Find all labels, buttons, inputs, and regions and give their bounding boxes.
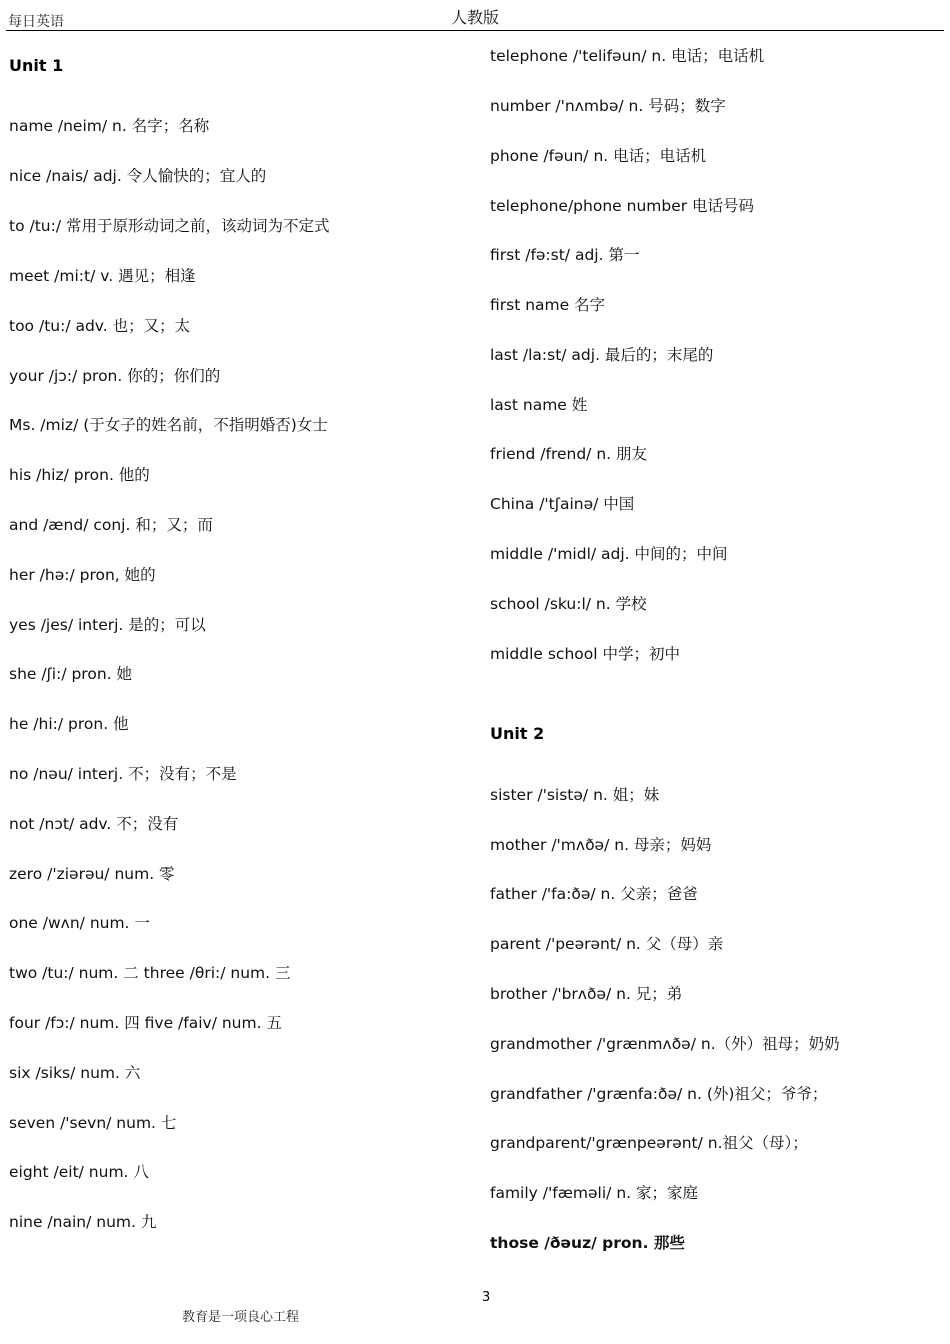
- vocab-entry: middle school 中学；初中: [490, 645, 680, 663]
- unit-1-title: Unit 1: [9, 56, 64, 75]
- vocab-entry: and /ænd/ conj. 和；又；而: [9, 516, 213, 534]
- vocab-entry: last /la:st/ adj. 最后的；末尾的: [490, 346, 714, 364]
- vocab-entry: she /ʃi:/ pron. 她: [9, 665, 133, 683]
- footer-text: 教育是一项良心工程: [182, 1310, 300, 1325]
- vocab-entry: those /ðəuz/ pron. 那些: [490, 1234, 685, 1252]
- vocab-entry: Ms. /miz/ (于女子的姓名前，不指明婚否)女士: [9, 416, 328, 434]
- header-left-text: 每日英语: [8, 14, 64, 30]
- vocab-entry: six /siks/ num. 六: [9, 1064, 141, 1082]
- vocab-entry: telephone /'telifəun/ n. 电话；电话机: [490, 47, 765, 65]
- vocab-entry: too /tu:/ adv. 也；又；太: [9, 317, 191, 335]
- vocab-entry: first name 名字: [490, 296, 606, 314]
- vocab-entry: telephone/phone number 电话号码: [490, 197, 755, 215]
- vocab-entry: your /jɔ:/ pron. 你的；你们的: [9, 367, 221, 385]
- vocab-entry: zero /'ziərəu/ num. 零: [9, 865, 175, 883]
- vocab-entry: family /'fæməli/ n. 家；家庭: [490, 1184, 699, 1202]
- vocab-entry: grandfather /'grænfa:ðə/ n. (外)祖父；爷爷；: [490, 1085, 828, 1103]
- vocab-entry: last name 姓: [490, 396, 588, 414]
- vocab-entry: friend /frend/ n. 朋友: [490, 445, 647, 463]
- vocab-entry: her /hə:/ pron, 她的: [9, 566, 156, 584]
- vocab-entry: his /hiz/ pron. 他的: [9, 466, 150, 484]
- vocab-entry: eight /eit/ num. 八: [9, 1163, 149, 1181]
- vocab-entry: first /fə:st/ adj. 第一: [490, 246, 640, 264]
- vocab-entry: number /'nʌmbə/ n. 号码；数字: [490, 97, 726, 115]
- vocab-entry: two /tu:/ num. 二 three /θri:/ num. 三: [9, 964, 291, 982]
- vocab-entry: one /wʌn/ num. 一: [9, 914, 150, 932]
- vocab-entry: four /fɔ:/ num. 四 five /faiv/ num. 五: [9, 1014, 282, 1032]
- vocab-entry: China /'tʃainə/ 中国: [490, 495, 635, 513]
- vocab-entry: brother /'brʌðə/ n. 兄；弟: [490, 985, 683, 1003]
- vocab-entry: sister /'sistə/ n. 姐；妹: [490, 786, 660, 804]
- header-divider: [6, 30, 944, 31]
- vocab-entry: name /neim/ n. 名字；名称: [9, 117, 210, 135]
- vocab-entry: yes /jes/ interj. 是的；可以: [9, 616, 206, 634]
- vocab-entry: nine /nain/ num. 九: [9, 1213, 157, 1231]
- vocab-entry: mother /'mʌðə/ n. 母亲；妈妈: [490, 836, 712, 854]
- vocab-entry: middle /'midl/ adj. 中间的；中间: [490, 545, 728, 563]
- unit-2-title: Unit 2: [490, 724, 545, 743]
- vocab-entry: not /nɔt/ adv. 不；没有: [9, 815, 179, 833]
- vocab-entry: seven /'sevn/ num. 七: [9, 1114, 177, 1132]
- vocab-entry: grandmother /'grænmʌðə/ n.（外）祖母；奶奶: [490, 1035, 840, 1053]
- page-number: 3: [482, 1290, 491, 1305]
- vocab-entry: he /hi:/ pron. 他: [9, 715, 129, 733]
- vocab-entry: grandparent/'grænpeərənt/ n.祖父（母）；: [490, 1134, 808, 1152]
- header-title: 人教版: [450, 8, 499, 27]
- vocab-entry: school /sku:l/ n. 学校: [490, 595, 647, 613]
- vocab-entry: father /'fa:ðə/ n. 父亲；爸爸: [490, 885, 698, 903]
- vocab-entry: nice /nais/ adj. 令人愉快的；宜人的: [9, 167, 267, 185]
- vocab-entry: meet /mi:t/ v. 遇见；相逢: [9, 267, 196, 285]
- vocab-entry: parent /'peərənt/ n. 父（母）亲: [490, 935, 724, 953]
- vocab-entry: to /tu:/ 常用于原形动词之前，该动词为不定式: [9, 217, 330, 235]
- vocab-entry: no /nəu/ interj. 不；没有；不是: [9, 765, 237, 783]
- vocab-entry: phone /fəun/ n. 电话；电话机: [490, 147, 707, 165]
